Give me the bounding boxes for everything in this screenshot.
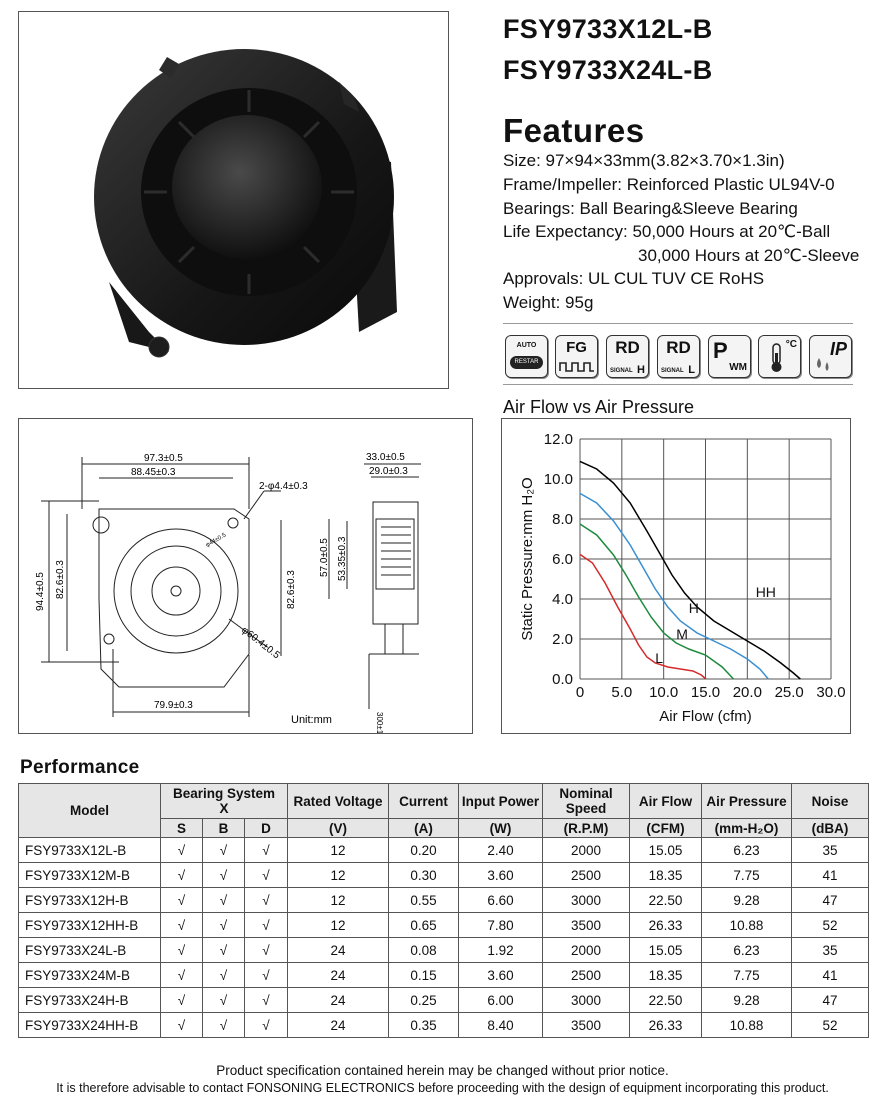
table-row <box>19 838 869 863</box>
water-drops-icon <box>813 354 833 374</box>
cell-speed: 3000 <box>543 988 630 1013</box>
feature-weight: Weight: 95g <box>503 293 594 312</box>
dim-thickness-label: 33.0±0.5 <box>366 452 405 463</box>
cell-noise: 52 <box>792 913 869 938</box>
y-tick-label: 2.0 <box>552 631 573 648</box>
y-tick-label: 10.0 <box>543 471 573 488</box>
pq-chart <box>502 419 850 733</box>
header-flow: Air Flow <box>630 784 702 819</box>
x-tick-label: 0 <box>575 684 585 701</box>
x-axis-label: Air Flow (cfm) <box>659 708 752 725</box>
impeller-circle <box>114 529 238 653</box>
cell-noise: 35 <box>792 838 869 863</box>
header-power: Input Power <box>459 784 543 819</box>
cell-model: FSY9733X12M-B <box>19 863 161 888</box>
cell-b: √ <box>203 963 245 988</box>
cell-d: √ <box>245 888 288 913</box>
cell-voltage: 12 <box>288 863 389 888</box>
table-row <box>19 988 869 1013</box>
pq-chart-frame <box>501 418 851 734</box>
cell-voltage: 24 <box>288 1013 389 1038</box>
header-bearing-s: S <box>161 819 203 838</box>
cell-power: 8.40 <box>459 1013 543 1038</box>
cell-s: √ <box>161 863 203 888</box>
cell-speed: 2000 <box>543 838 630 863</box>
cell-pressure: 6.23 <box>702 838 792 863</box>
cell-speed: 2500 <box>543 963 630 988</box>
cell-noise: 41 <box>792 863 869 888</box>
mount-hole-top <box>228 518 238 528</box>
dim-impeller-label: φ60.4±0.5 <box>239 624 282 662</box>
cell-power: 1.92 <box>459 938 543 963</box>
temp-label: °C <box>785 339 797 350</box>
cell-power: 6.60 <box>459 888 543 913</box>
pwm-p-letter: P <box>713 338 728 363</box>
unit-current: (A) <box>389 819 459 838</box>
cell-b: √ <box>203 838 245 863</box>
dim-inner-thickness-label: 29.0±0.3 <box>369 466 408 477</box>
table-row <box>19 888 869 913</box>
cell-pressure: 10.88 <box>702 913 792 938</box>
cell-b: √ <box>203 913 245 938</box>
cell-d: √ <box>245 988 288 1013</box>
rd-signal-high-icon <box>606 335 649 378</box>
auto-restart-icon <box>505 335 548 378</box>
model-number-12v: FSY9733X12L-B <box>503 14 713 44</box>
cell-s: √ <box>161 913 203 938</box>
cell-s: √ <box>161 963 203 988</box>
cell-flow: 26.33 <box>630 913 702 938</box>
dim-side-height-label: 57.0±0.5 <box>319 538 330 577</box>
x-tick-label: 25.0 <box>774 684 804 701</box>
y-tick-label: 6.0 <box>552 551 573 568</box>
y-axis-label: Static Pressure:mm H₂O <box>519 477 536 641</box>
dim-inner-height-label: 82.6±0.3 <box>55 560 66 599</box>
cell-b: √ <box>203 888 245 913</box>
cell-s: √ <box>161 938 203 963</box>
cell-current: 0.35 <box>389 1013 459 1038</box>
header-noise: Noise <box>792 784 869 819</box>
unit-pressure: (mm-H₂O) <box>702 819 792 838</box>
cell-pressure: 6.23 <box>702 938 792 963</box>
header-bearing-d: D <box>245 819 288 838</box>
series-label-hh: HH <box>755 584 776 600</box>
cell-model: FSY9733X12L-B <box>19 838 161 863</box>
cell-flow: 18.35 <box>630 963 702 988</box>
cell-current: 0.25 <box>389 988 459 1013</box>
cell-model: FSY9733X24L-B <box>19 938 161 963</box>
cell-flow: 15.05 <box>630 938 702 963</box>
cell-speed: 2000 <box>543 938 630 963</box>
feature-size: Size: 97×94×33mm(3.82×3.70×1.3in) <box>503 151 785 170</box>
cell-voltage: 24 <box>288 963 389 988</box>
cell-noise: 35 <box>792 938 869 963</box>
feature-approvals: Approvals: UL CUL TUV CE RoHS <box>503 269 765 288</box>
header-current: Current <box>389 784 459 819</box>
footer-notice: Product specification contained herein may be changed without prior notice. <box>216 1063 669 1078</box>
pulse-wave-icon <box>557 360 597 374</box>
feature-life-ball: Life Expectancy: 50,000 Hours at 20℃-Ball <box>503 222 831 241</box>
unit-power: (W) <box>459 819 543 838</box>
dim-cable-length-label: 300±15mm <box>375 712 384 733</box>
cell-pressure: 10.88 <box>702 1013 792 1038</box>
unit-label: Unit:mm <box>291 714 332 726</box>
table-row <box>19 963 869 988</box>
header-pressure: Air Pressure <box>702 784 792 819</box>
unit-flow: (CFM) <box>630 819 702 838</box>
x-tick-label: 30.0 <box>816 684 846 701</box>
cell-noise: 47 <box>792 988 869 1013</box>
signal-label: SIGNAL <box>661 368 684 374</box>
header-bearing-label: Bearing System <box>172 786 276 801</box>
footer-advisory: It is therefore advisable to contact FONSONING ELECTRONICS before proceeding with the design of equipment incorporating this product. <box>56 1081 829 1095</box>
series-line-l <box>580 554 706 679</box>
header-model: Model <box>19 784 161 838</box>
blower-fan-photo <box>19 12 448 388</box>
performance-heading: Performance <box>20 757 140 778</box>
cell-b: √ <box>203 988 245 1013</box>
high-letter: H <box>637 364 645 376</box>
header-voltage: Rated Voltage <box>288 784 389 819</box>
cell-d: √ <box>245 913 288 938</box>
cell-d: √ <box>245 863 288 888</box>
dim-width-label: 97.3±0.5 <box>144 453 183 464</box>
fan-outline <box>99 509 249 687</box>
cell-current: 0.30 <box>389 863 459 888</box>
header-bearing-b: B <box>203 819 245 838</box>
temperature-icon <box>758 335 801 378</box>
unit-voltage: (V) <box>288 819 389 838</box>
cell-pressure: 7.75 <box>702 963 792 988</box>
cell-current: 0.55 <box>389 888 459 913</box>
dim-height-label: 94.4±0.5 <box>35 572 46 611</box>
chart-title: Air Flow vs Air Pressure <box>503 397 695 417</box>
cell-current: 0.15 <box>389 963 459 988</box>
table-row <box>19 1013 869 1038</box>
cell-d: √ <box>245 938 288 963</box>
performance-table <box>18 783 869 1038</box>
cell-model: FSY9733X12H-B <box>19 888 161 913</box>
cell-power: 3.60 <box>459 963 543 988</box>
features-heading: Features <box>503 112 645 149</box>
unit-noise: (dBA) <box>792 819 869 838</box>
cell-s: √ <box>161 988 203 1013</box>
mount-hole-bottom <box>104 634 114 644</box>
dim-side-inner-label: 53.35±0.3 <box>337 536 348 581</box>
y-tick-label: 8.0 <box>552 511 573 528</box>
series-label-h: H <box>688 600 699 616</box>
table-row <box>19 863 869 888</box>
model-number-24v: FSY9733X24L-B <box>503 55 713 85</box>
cell-voltage: 24 <box>288 988 389 1013</box>
series-line-hh <box>580 461 800 679</box>
cell-speed: 2500 <box>543 863 630 888</box>
dim-hub-label: φ44±0.5 <box>205 532 228 549</box>
cell-flow: 15.05 <box>630 838 702 863</box>
fg-label: FG <box>566 339 587 356</box>
cell-d: √ <box>245 963 288 988</box>
header-speed: Nominal Speed <box>543 784 630 819</box>
series-label-l: L <box>655 650 664 666</box>
cell-model: FSY9733X24H-B <box>19 988 161 1013</box>
feature-bearings: Bearings: Ball Bearing&Sleeve Bearing <box>503 199 798 218</box>
y-tick-label: 12.0 <box>543 431 573 448</box>
cell-b: √ <box>203 863 245 888</box>
dimension-drawing <box>19 419 472 733</box>
table-row <box>19 913 869 938</box>
unit-speed: (R.P.M) <box>543 819 630 838</box>
cell-noise: 47 <box>792 888 869 913</box>
cell-voltage: 12 <box>288 913 389 938</box>
cell-s: √ <box>161 888 203 913</box>
cell-speed: 3000 <box>543 888 630 913</box>
x-tick-label: 15.0 <box>690 684 721 701</box>
cell-noise: 52 <box>792 1013 869 1038</box>
auto-label: AUTO <box>516 342 537 349</box>
cell-flow: 18.35 <box>630 863 702 888</box>
x-tick-label: 5.0 <box>611 684 633 701</box>
cell-s: √ <box>161 1013 203 1038</box>
cell-voltage: 12 <box>288 838 389 863</box>
cell-pressure: 9.28 <box>702 988 792 1013</box>
cell-pressure: 9.28 <box>702 888 792 913</box>
series-line-h <box>580 493 768 679</box>
cell-model: FSY9733X12HH-B <box>19 913 161 938</box>
features-divider <box>503 323 853 324</box>
dim-bottom-width-label: 79.9±0.3 <box>154 700 193 711</box>
cell-speed: 3500 <box>543 1013 630 1038</box>
cell-voltage: 12 <box>288 888 389 913</box>
cell-flow: 22.50 <box>630 888 702 913</box>
cell-power: 3.60 <box>459 863 543 888</box>
pwm-wm-letters: WM <box>729 362 747 373</box>
cell-power: 2.40 <box>459 838 543 863</box>
icons-divider <box>503 384 853 385</box>
performance-table-body <box>19 838 869 1038</box>
x-tick-label: 10.0 <box>649 684 679 701</box>
cell-flow: 22.50 <box>630 988 702 1013</box>
rd-signal-low-icon <box>657 335 700 378</box>
dimension-drawing-frame <box>18 418 473 734</box>
cell-current: 0.20 <box>389 838 459 863</box>
product-photo-frame <box>18 11 449 389</box>
ip-label: IP <box>829 339 847 359</box>
feature-life-sleeve: 30,000 Hours at 20℃-Sleeve <box>638 246 860 265</box>
dim-hole-span-label: 88.45±0.3 <box>131 467 176 478</box>
dim-hole-dia-label: 2-φ4.4±0.3 <box>259 481 308 492</box>
cell-model: FSY9733X24HH-B <box>19 1013 161 1038</box>
ip-rating-icon <box>809 335 852 378</box>
cell-current: 0.08 <box>389 938 459 963</box>
cell-current: 0.65 <box>389 913 459 938</box>
cell-s: √ <box>161 838 203 863</box>
cell-d: √ <box>245 1013 288 1038</box>
cell-b: √ <box>203 1013 245 1038</box>
cell-d: √ <box>245 838 288 863</box>
rd-label: RD <box>666 338 691 357</box>
cell-b: √ <box>203 938 245 963</box>
y-tick-label: 4.0 <box>552 591 573 608</box>
signal-label: SIGNAL <box>610 368 633 374</box>
cell-model: FSY9733X24M-B <box>19 963 161 988</box>
fg-signal-icon <box>555 335 598 378</box>
series-label-m: M <box>676 626 688 642</box>
rd-label: RD <box>615 338 640 357</box>
restart-label: RESTAR <box>510 356 543 369</box>
cell-voltage: 24 <box>288 938 389 963</box>
cell-pressure: 7.75 <box>702 863 792 888</box>
cell-power: 7.80 <box>459 913 543 938</box>
low-letter: L <box>688 364 695 376</box>
dim-right-height-label: 82.6±0.3 <box>286 570 297 609</box>
cell-flow: 26.33 <box>630 1013 702 1038</box>
cell-speed: 3500 <box>543 913 630 938</box>
y-tick-label: 0.0 <box>552 671 573 688</box>
cell-power: 6.00 <box>459 988 543 1013</box>
pwm-icon <box>708 335 751 378</box>
table-row <box>19 938 869 963</box>
cell-noise: 41 <box>792 963 869 988</box>
header-bearing <box>161 784 288 819</box>
header-bearing-x: X <box>219 801 229 816</box>
x-tick-label: 20.0 <box>732 684 762 701</box>
feature-frame: Frame/Impeller: Reinforced Plastic UL94V-0 <box>503 175 835 194</box>
